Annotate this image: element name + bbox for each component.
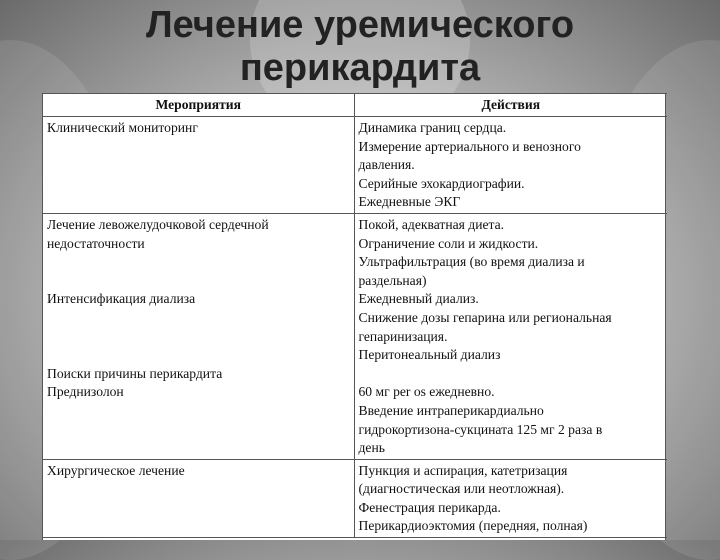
treatment-table bbox=[43, 93, 667, 538]
cell-line: Клинический мониторинг bbox=[47, 120, 198, 135]
slide-title-line: перикардита bbox=[239, 47, 481, 89]
cell-line: (диагностическая или неотложная). bbox=[358, 481, 565, 497]
table-panel bbox=[42, 93, 666, 540]
cell-line: Покой, адекватная диета. bbox=[358, 216, 505, 232]
cell-line: Снижение дозы гепарина или региональная bbox=[358, 309, 612, 325]
cell-line: Серийные эхокардиографии. bbox=[358, 175, 525, 191]
cell-line: Интенсификация диализа bbox=[47, 291, 196, 307]
column-header-actions: Действия bbox=[354, 94, 667, 117]
measures-cell bbox=[43, 117, 354, 214]
table-header-row bbox=[43, 94, 667, 117]
table-body bbox=[43, 117, 667, 538]
table-row bbox=[43, 459, 667, 537]
cell-line: Ограничение соли и жидкости. bbox=[358, 235, 539, 251]
line-spacer bbox=[47, 328, 351, 347]
line-spacer bbox=[47, 346, 351, 365]
cell-line: Перикардиоэктомия (передняя, полная) bbox=[358, 518, 588, 534]
table-row bbox=[43, 213, 667, 459]
cell-line: Поиски причины перикардита bbox=[47, 365, 223, 381]
cell-line: Преднизолон bbox=[47, 384, 124, 400]
cell-line: Фенестрация перикарда. bbox=[358, 499, 501, 515]
measures-cell bbox=[43, 459, 354, 537]
slide-title-line: Лечение уремического bbox=[145, 4, 575, 46]
cell-line: Лечение левожелудочковой сердечной bbox=[47, 216, 269, 232]
cell-line: день bbox=[358, 440, 385, 456]
slide-title bbox=[0, 4, 720, 90]
cell-line: раздельная) bbox=[358, 272, 427, 288]
cell-line: 60 мг per os ежедневно. bbox=[358, 384, 495, 400]
actions-cell bbox=[354, 459, 667, 537]
table-row bbox=[43, 117, 667, 214]
cell-line: недостаточности bbox=[47, 235, 145, 251]
line-spacer bbox=[47, 272, 351, 291]
cell-line: Измерение артериального и венозного bbox=[358, 138, 581, 154]
cell-line: Ежедневные ЭКГ bbox=[358, 194, 461, 210]
cell-line: гидрокортизона-сукцината 125 мг 2 раза в bbox=[358, 421, 603, 437]
actions-cell bbox=[354, 117, 667, 214]
column-header-measures: Мероприятия bbox=[43, 94, 354, 117]
cell-line: Перитонеальный диализ bbox=[358, 347, 501, 363]
cell-line: Ежедневный диализ. bbox=[358, 291, 479, 307]
cell-line: Введение интраперикардиально bbox=[358, 402, 544, 418]
line-spacer bbox=[359, 365, 665, 384]
measures-cell bbox=[43, 213, 354, 459]
cell-line: Хирургическое лечение bbox=[47, 462, 185, 478]
line-spacer bbox=[47, 253, 351, 272]
cell-line: давления. bbox=[358, 157, 415, 173]
cell-line: гепаринизация. bbox=[358, 328, 448, 344]
line-spacer bbox=[47, 309, 351, 328]
actions-cell bbox=[354, 213, 667, 459]
cell-line: Динамика границ сердца. bbox=[358, 120, 507, 135]
cell-line: Ультрафильтрация (во время диализа и bbox=[358, 254, 585, 270]
cell-line: Пункция и аспирация, катетризация bbox=[358, 462, 568, 478]
